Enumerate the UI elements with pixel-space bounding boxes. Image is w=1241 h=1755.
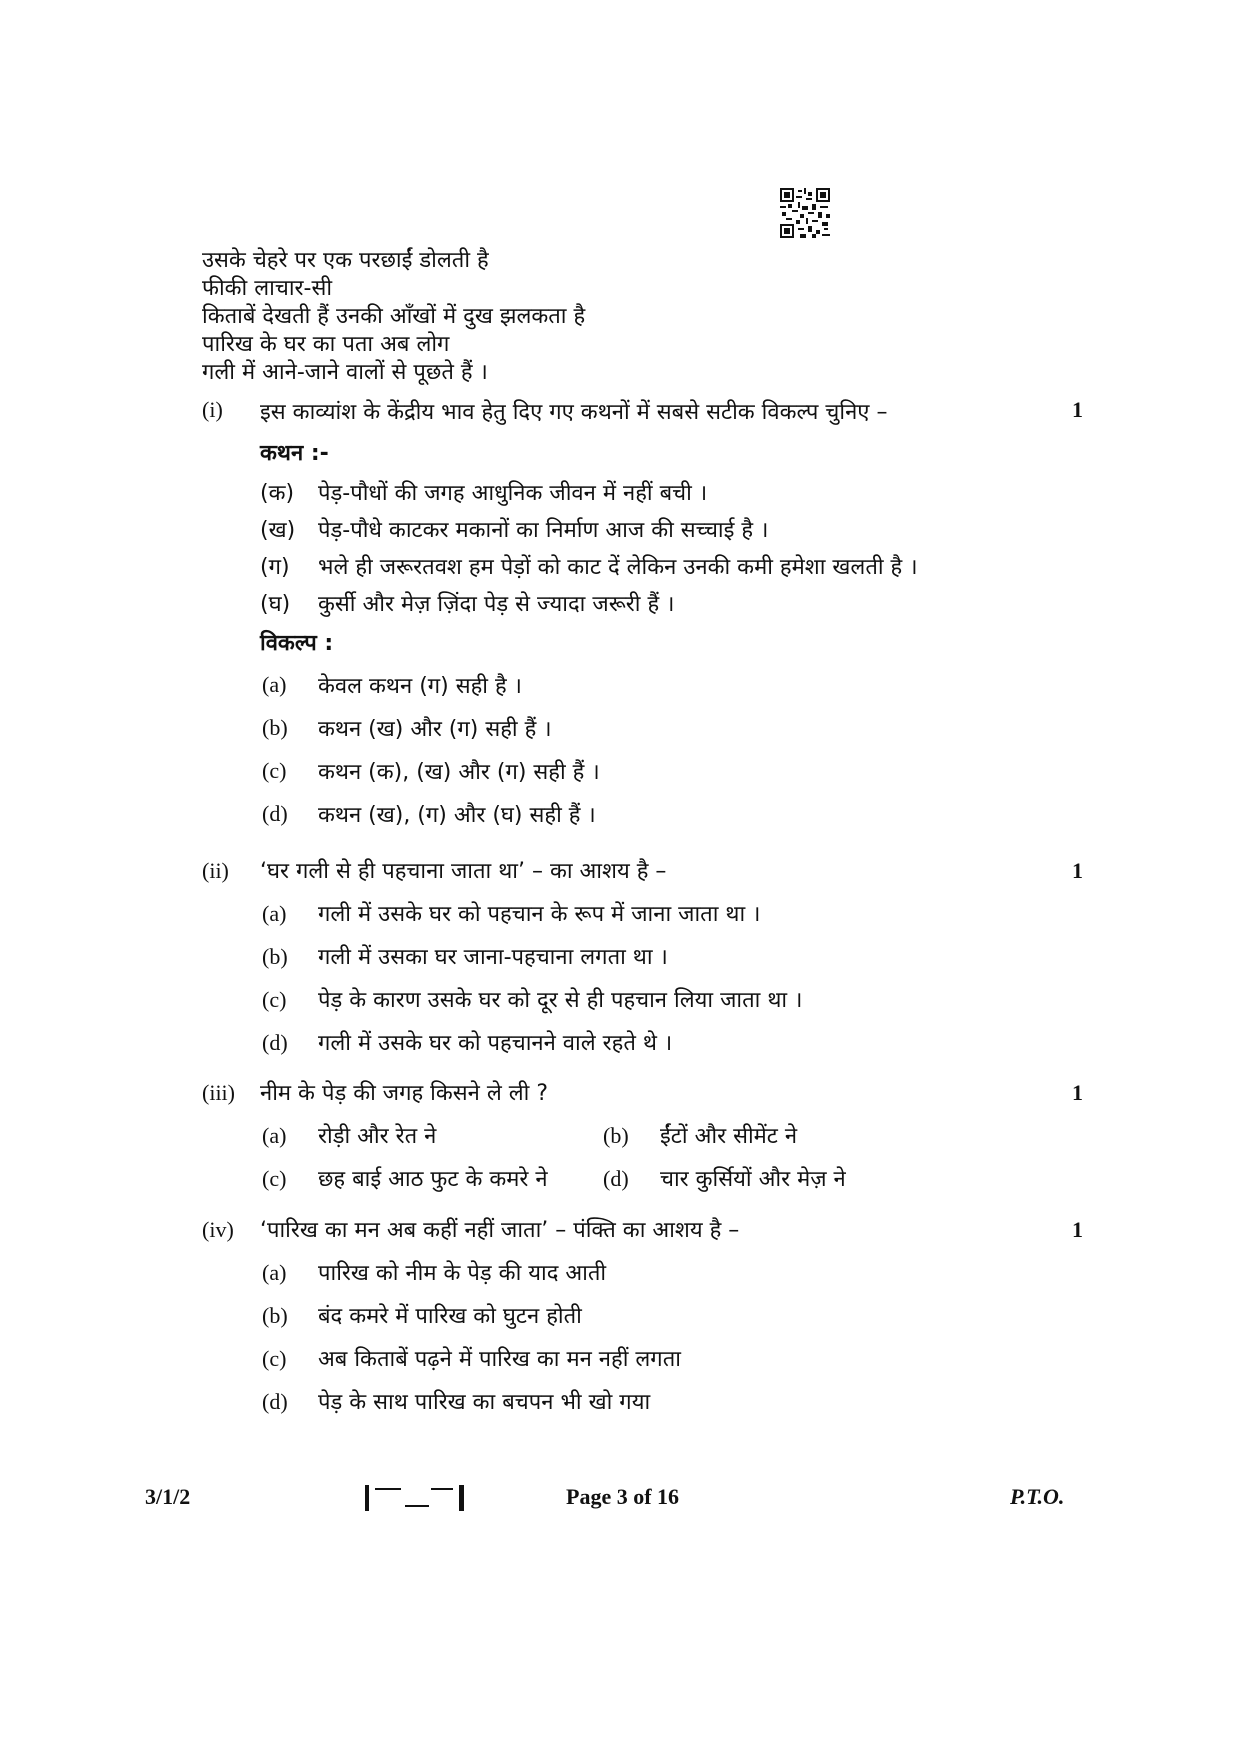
question-number: (i)	[202, 397, 223, 422]
poem-line: किताबें देखती हैं उनकी आँखों में दुख झलकता है	[202, 304, 586, 329]
option-text: रोड़ी और रेत ने	[318, 1124, 437, 1149]
statement-text: पेड़-पौधों की जगह आधुनिक जीवन में नहीं बची ।	[318, 481, 708, 506]
question-marks: 1	[1072, 1080, 1083, 1105]
option-label: (b)	[262, 1303, 288, 1328]
option-label: (a)	[262, 1123, 287, 1148]
option-text: अब किताबें पढ़ने में पारिख का मन नहीं लगता	[318, 1347, 681, 1372]
option-text: चार कुर्सियों और मेज़ ने	[660, 1167, 846, 1192]
poem-line: फीकी लाचार-सी	[202, 276, 333, 301]
option-text: गली में उसका घर जाना-पहचाना लगता था ।	[318, 945, 668, 970]
option-label: (c)	[262, 1166, 287, 1191]
option-text: कथन (ख) और (ग) सही हैं ।	[318, 717, 552, 742]
option-label: (b)	[603, 1123, 629, 1148]
option-text: गली में उसके घर को पहचान के रूप में जाना जाता था ।	[318, 902, 761, 927]
poem-line: उसके चेहरे पर एक परछाईं डोलती है	[202, 248, 489, 273]
option-text: पेड़ के साथ पारिख का बचपन भी खो गया	[318, 1390, 651, 1415]
option-label: (d)	[262, 1030, 288, 1055]
question-text: इस काव्यांश के केंद्रीय भाव हेतु दिए गए कथनों में सबसे सटीक विकल्प चुनिए –	[260, 400, 888, 425]
statement-text: पेड़-पौधे काटकर मकानों का निर्माण आज की सच्चाई है ।	[318, 518, 769, 543]
option-text: पारिख को नीम के पेड़ की याद आती	[318, 1261, 607, 1286]
option-label: (d)	[262, 801, 288, 826]
question-number: (iv)	[202, 1217, 234, 1242]
option-label: (a)	[262, 1260, 287, 1285]
option-label: (c)	[262, 987, 287, 1012]
statement-label: (घ)	[260, 592, 291, 617]
option-label: (c)	[262, 1346, 287, 1371]
option-text: बंद कमरे में पारिख को घुटन होती	[318, 1304, 582, 1329]
option-text: गली में उसके घर को पहचानने वाले रहते थे ।	[318, 1031, 673, 1056]
option-label: (d)	[603, 1166, 629, 1191]
paper-code: 3/1/2	[145, 1484, 191, 1509]
statement-text: कुर्सी और मेज़ ज़िंदा पेड़ से ज्यादा जरूरी हैं ।	[318, 592, 675, 617]
question-number: (iii)	[202, 1080, 235, 1105]
option-label: (d)	[262, 1389, 288, 1414]
option-label: (b)	[262, 715, 288, 740]
option-text: केवल कथन (ग) सही है ।	[318, 674, 522, 699]
statements-heading: कथन :-	[260, 441, 329, 466]
poem-line: गली में आने-जाने वालों से पूछते हैं ।	[202, 360, 488, 385]
options-heading: विकल्प :	[260, 631, 334, 656]
option-text: छह बाई आठ फुट के कमरे ने	[318, 1167, 548, 1192]
statement-text: भले ही जरूरतवश हम पेड़ों को काट दें लेकिन उनकी कमी हमेशा खलती है ।	[318, 555, 918, 580]
question-marks: 1	[1072, 1217, 1083, 1242]
option-text: ईंटों और सीमेंट ने	[660, 1124, 798, 1149]
option-label: (a)	[262, 901, 287, 926]
pto-label: P.T.O.	[1010, 1484, 1065, 1509]
option-label: (c)	[262, 758, 287, 783]
statement-label: (क)	[260, 481, 295, 506]
qr-code	[780, 188, 830, 238]
statement-label: (ख)	[260, 518, 296, 543]
barcode	[365, 1483, 465, 1513]
option-text: कथन (ख), (ग) और (घ) सही हैं ।	[318, 803, 596, 828]
question-text: ‘घर गली से ही पहचाना जाता था’ – का आशय है –	[260, 859, 667, 884]
page-number: Page 3 of 16	[566, 1484, 680, 1509]
option-text: पेड़ के कारण उसके घर को दूर से ही पहचान लिया जाता था ।	[318, 988, 803, 1013]
question-number: (ii)	[202, 858, 229, 883]
question-marks: 1	[1072, 397, 1083, 422]
poem-line: पारिख के घर का पता अब लोग	[202, 332, 450, 357]
question-text: नीम के पेड़ की जगह किसने ले ली ?	[260, 1081, 549, 1106]
question-marks: 1	[1072, 858, 1083, 883]
option-text: कथन (क), (ख) और (ग) सही हैं ।	[318, 760, 600, 785]
option-label: (b)	[262, 944, 288, 969]
option-label: (a)	[262, 672, 287, 697]
question-text: ‘पारिख का मन अब कहीं नहीं जाता’ – पंक्ति का आशय है –	[260, 1218, 740, 1243]
statement-label: (ग)	[260, 555, 290, 580]
